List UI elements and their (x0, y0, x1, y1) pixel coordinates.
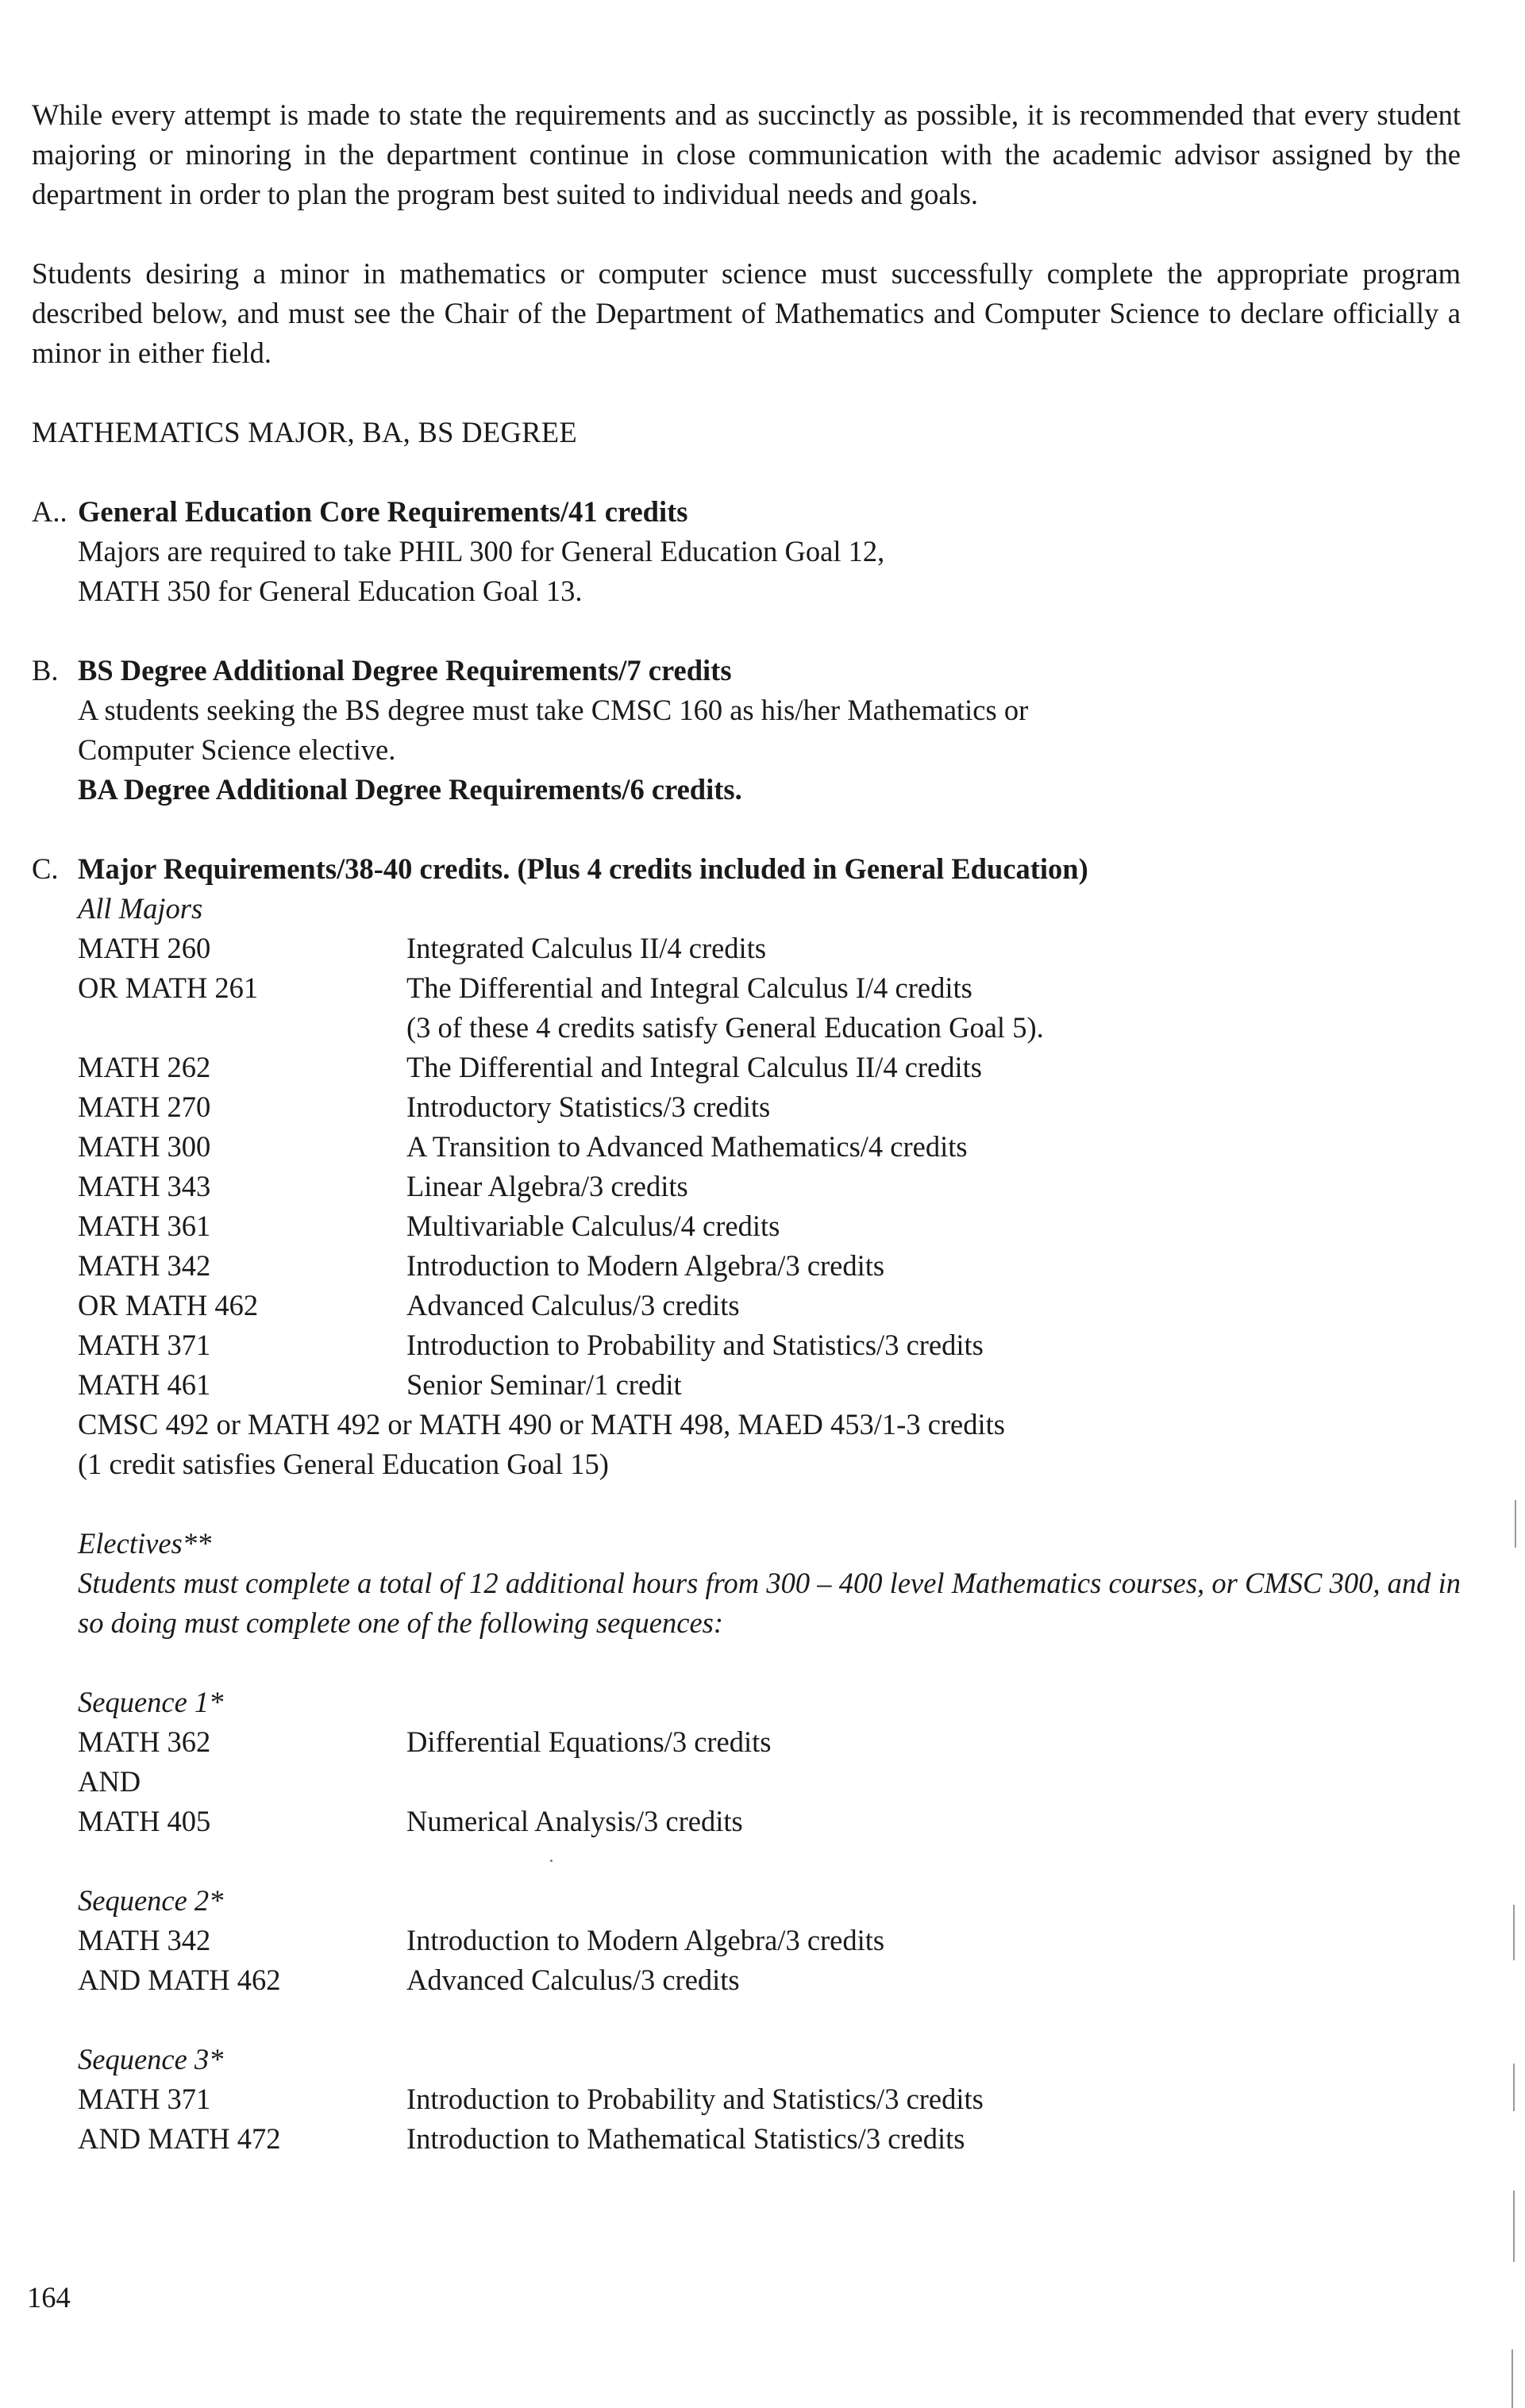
course-description: The Differential and Integral Calculus II/4 credits (406, 1051, 982, 1083)
section-c-title: Major Requirements/38-40 credits. (Plus 4 credits included in General Education) (78, 852, 1088, 885)
course-description: Introduction to Probability and Statistics/3 credits (406, 1329, 984, 1361)
course-description: Introductory Statistics/3 credits (406, 1091, 771, 1123)
course-description: Integrated Calculus II/4 credits (406, 932, 767, 964)
course-row (78, 929, 1461, 968)
course-code: AND (78, 1765, 141, 1798)
course-row (78, 1921, 1461, 1960)
section-b (32, 651, 1461, 810)
course-row (78, 1365, 1461, 1405)
course-row (78, 1127, 1461, 1167)
course-description: Introduction to Mathematical Statistics/3 credits (406, 2122, 965, 2155)
course-row (78, 1722, 1461, 1762)
course-code: MATH 260 (78, 932, 211, 964)
course-description: (3 of these 4 credits satisfy General Education Goal 5). (406, 1011, 1044, 1044)
electives-text: Students must complete a total of 12 additional hours from 300 – 400 level Mathematics courses, or CMSC 300, and in so doing must complete one of the following sequences: (78, 1567, 1461, 1639)
course-code: MATH 262 (78, 1051, 211, 1083)
course-row (78, 1167, 1461, 1206)
course-description: Introduction to Modern Algebra/3 credits (406, 1924, 885, 1956)
section-b-line: A students seeking the BS degree must take CMSC 160 as his/her Mathematics or (78, 694, 1029, 726)
course-description: Multivariable Calculus/4 credits (406, 1210, 780, 1242)
course-code: MATH 371 (78, 2083, 211, 2115)
course-description: The Differential and Integral Calculus I/4 credits (406, 971, 972, 1004)
section-a-line: Majors are required to take PHIL 300 for General Education Goal 12, (78, 535, 885, 567)
sequence-block (78, 2040, 1461, 2159)
scan-mark (1513, 1905, 1515, 1960)
course-description: Introduction to Modern Algebra/3 credits (406, 1249, 885, 1282)
section-b-line: Computer Science elective. (78, 733, 396, 766)
sequence-title: Sequence 3* (78, 2043, 224, 2075)
course-description: Senior Seminar/1 credit (406, 1368, 682, 1401)
capstone-line: (1 credit satisfies General Education Goal 15) (78, 1448, 609, 1480)
course-code: MATH 342 (78, 1249, 211, 1282)
section-a-title: General Education Core Requirements/41 credits (78, 495, 688, 528)
course-description: Advanced Calculus/3 credits (406, 1289, 740, 1321)
course-row (78, 1008, 1461, 1048)
course-row (78, 2119, 1461, 2159)
course-row (78, 1286, 1461, 1325)
course-row (78, 1246, 1461, 1286)
sequence-title: Sequence 1* (78, 1686, 224, 1718)
course-description: Linear Algebra/3 credits (406, 1170, 688, 1202)
course-description: A Transition to Advanced Mathematics/4 credits (406, 1130, 968, 1163)
course-description: Differential Equations/3 credits (406, 1725, 772, 1758)
course-description: Advanced Calculus/3 credits (406, 1964, 740, 1996)
section-a (32, 492, 1461, 611)
capstone-line: CMSC 492 or MATH 492 or MATH 490 or MATH 498, MAED 453/1-3 credits (78, 1408, 1005, 1441)
course-code: MATH 405 (78, 1805, 211, 1837)
intro-paragraph-1: While every attempt is made to state the requirements and as succinctly as possible, it is recommended that every student majoring or minoring in the department continue in close communication with the academic advisor assigned by the department in order to plan the program best suited to individual needs and goals. (32, 98, 1461, 210)
document-page (32, 95, 1461, 2159)
major-title: MATHEMATICS MAJOR, BA, BS DEGREE (32, 416, 577, 448)
course-code: OR MATH 462 (78, 1289, 259, 1321)
intro-paragraph-2: Students desiring a minor in mathematics or computer science must successfully complete the appropriate program described below, and must see the Chair of the Department of Mathematics and Computer Science to declare officially a minor in either field. (32, 257, 1461, 369)
course-code: MATH 461 (78, 1368, 211, 1401)
section-a-letter: A.. (32, 495, 67, 528)
section-b-letter: B. (32, 654, 59, 687)
page-number: 164 (27, 2281, 71, 2314)
sequence-block (78, 1881, 1461, 2000)
course-row (78, 1960, 1461, 2000)
course-code: AND MATH 462 (78, 1964, 281, 1996)
course-code (78, 1008, 406, 1048)
section-c (32, 849, 1461, 2159)
scan-mark (1512, 2349, 1513, 2408)
course-code: MATH 361 (78, 1210, 211, 1242)
sequence-block (78, 1683, 1461, 1841)
course-code: MATH 342 (78, 1924, 211, 1956)
section-c-letter: C. (32, 852, 59, 885)
course-row (78, 1048, 1461, 1087)
course-code: MATH 270 (78, 1091, 211, 1123)
course-code: AND MATH 472 (78, 2122, 281, 2155)
sequence-title: Sequence 2* (78, 1884, 224, 1917)
course-code: MATH 371 (78, 1329, 211, 1361)
course-row (78, 1325, 1461, 1365)
course-description (406, 1762, 1461, 1802)
course-description: Numerical Analysis/3 credits (406, 1805, 743, 1837)
section-b-title: BS Degree Additional Degree Requirements/7 credits (78, 654, 732, 687)
course-row (78, 968, 1461, 1008)
section-a-line: MATH 350 for General Education Goal 13. (78, 575, 583, 607)
scan-mark (1513, 2191, 1515, 2262)
scan-dot (550, 1860, 553, 1862)
course-row (78, 1206, 1461, 1246)
scan-mark (1513, 2064, 1515, 2111)
course-row (78, 1802, 1461, 1841)
sequence-list (78, 1683, 1461, 2159)
all-majors-label: All Majors (78, 892, 203, 925)
course-code: MATH 300 (78, 1130, 211, 1163)
course-list (78, 929, 1461, 1405)
course-row (78, 1762, 1461, 1802)
course-row (78, 2079, 1461, 2119)
course-row (78, 1087, 1461, 1127)
scan-mark (1515, 1500, 1516, 1548)
course-description: Introduction to Probability and Statistics/3 credits (406, 2083, 984, 2115)
ba-degree-title: BA Degree Additional Degree Requirements/6 credits. (78, 773, 742, 806)
course-code: MATH 362 (78, 1725, 211, 1758)
course-code: OR MATH 261 (78, 971, 259, 1004)
electives-title: Electives** (78, 1527, 212, 1560)
course-code: MATH 343 (78, 1170, 211, 1202)
